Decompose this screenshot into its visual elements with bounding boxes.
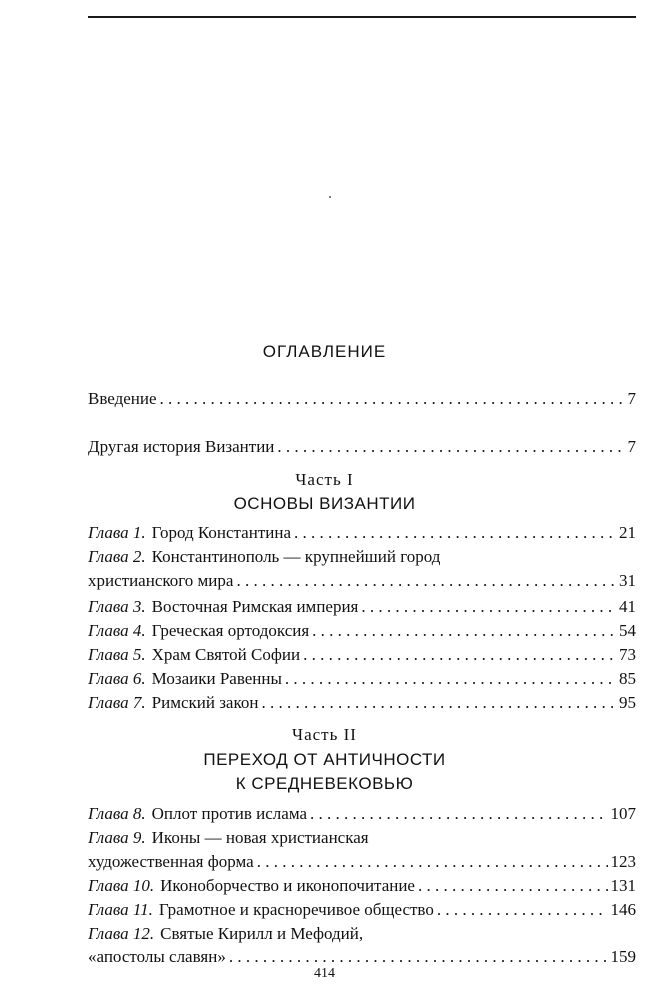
- toc-entry-other-history[interactable]: [88, 436, 636, 458]
- toc-entry-chapter-11[interactable]: [88, 899, 636, 921]
- chapter-title: Восточная Римская империя: [151, 597, 359, 616]
- entry-page: 73: [619, 645, 636, 664]
- dot-leader: [160, 388, 625, 410]
- chapter-label: Глава 1.: [88, 523, 146, 542]
- entry-title: Введение: [88, 389, 157, 408]
- chapter-title: Грамотное и красноречивое общество: [158, 900, 434, 919]
- entry-page: 159: [610, 947, 636, 966]
- toc-entry-chapter-1[interactable]: [88, 522, 636, 544]
- toc-entry-chapter-7[interactable]: [88, 692, 636, 714]
- chapter-title: Мозаики Равенны: [151, 669, 282, 688]
- chapter-label: Глава 10.: [88, 876, 155, 895]
- chapter-label: Глава 3.: [88, 597, 146, 616]
- chapter-label: Глава 2.: [88, 547, 146, 566]
- chapter-title: Святые Кирилл и Мефодий,: [160, 924, 364, 943]
- part-2-title-line-1: ПЕРЕХОД ОТ АНТИЧНОСТИ: [203, 750, 446, 769]
- toc-entry-chapter-6[interactable]: [88, 668, 636, 690]
- entry-page: 41: [619, 597, 636, 616]
- chapter-title: Храм Святой Софии: [151, 645, 301, 664]
- entry-page: 95: [619, 693, 636, 712]
- dot-leader: [277, 436, 624, 458]
- toc-entry-chapter-10[interactable]: [88, 875, 636, 897]
- part-2-title-line-2: К СРЕДНЕВЕКОВЬЮ: [235, 774, 414, 793]
- entry-page: 7: [627, 389, 636, 408]
- entry-page: 85: [619, 669, 636, 688]
- dot-leader: [236, 570, 616, 592]
- chapter-title: Константинополь — крупнейший город: [151, 547, 441, 566]
- entry-page: 131: [610, 876, 636, 895]
- dot-leader: [285, 668, 616, 690]
- dot-leader: [418, 875, 608, 897]
- dot-leader: [257, 851, 608, 873]
- chapter-title-continuation: художественная форма: [88, 852, 254, 871]
- toc-entry-chapter-2[interactable]: [88, 570, 636, 592]
- chapter-label: Глава 11.: [88, 900, 153, 919]
- chapter-title-continuation: «апостолы славян»: [88, 947, 226, 966]
- chapter-label: Глава 6.: [88, 669, 146, 688]
- part-2-label: Часть II: [292, 725, 357, 744]
- chapter-title-continuation: христианского мира: [88, 571, 234, 590]
- chapter-label: Глава 8.: [88, 804, 146, 823]
- toc-entry-chapter-2-line1[interactable]: [88, 546, 636, 568]
- chapter-label: Глава 4.: [88, 621, 146, 640]
- dot-leader: [294, 522, 616, 544]
- dot-leader: [303, 644, 616, 666]
- toc-entry-chapter-12-line1[interactable]: [88, 923, 636, 945]
- print-speck: [329, 196, 331, 198]
- toc-entry-chapter-3[interactable]: [88, 596, 636, 618]
- toc-title: ОГЛАВЛЕНИЕ: [262, 342, 387, 361]
- entry-page: 54: [619, 621, 636, 640]
- entry-title: Другая история Византии: [88, 437, 275, 456]
- chapter-label: Глава 9.: [88, 828, 146, 847]
- entry-page: 21: [619, 523, 636, 542]
- toc-entry-chapter-4[interactable]: [88, 620, 636, 642]
- chapter-label: Глава 12.: [88, 924, 155, 943]
- page-number: 414: [314, 966, 335, 981]
- toc-entry-introduction[interactable]: [88, 388, 636, 410]
- toc-entry-chapter-8[interactable]: [88, 803, 636, 825]
- entry-page: 31: [619, 571, 636, 590]
- part-1-label: Часть I: [295, 470, 354, 489]
- toc-entry-chapter-12[interactable]: [88, 946, 636, 968]
- chapter-title: Иконоборчество и иконопочитание: [160, 876, 415, 895]
- dot-leader: [261, 692, 616, 714]
- entry-page: 7: [627, 437, 636, 456]
- chapter-label: Глава 7.: [88, 693, 146, 712]
- part-1-title: ОСНОВЫ ВИЗАНТИИ: [233, 494, 416, 513]
- chapter-title: Греческая ортодоксия: [151, 621, 310, 640]
- top-rule: [88, 16, 636, 18]
- entry-page: 146: [610, 900, 636, 919]
- toc-entry-chapter-5[interactable]: [88, 644, 636, 666]
- entry-page: 107: [610, 804, 636, 823]
- chapter-title: Иконы — новая христианская: [151, 828, 369, 847]
- chapter-title: Римский закон: [151, 693, 259, 712]
- toc-entry-chapter-9-line1[interactable]: [88, 827, 636, 849]
- entry-page: 123: [610, 852, 636, 871]
- dot-leader: [229, 946, 608, 968]
- chapter-label: Глава 5.: [88, 645, 146, 664]
- dot-leader: [361, 596, 616, 618]
- dot-leader: [312, 620, 616, 642]
- chapter-title: Оплот против ислама: [151, 804, 308, 823]
- dot-leader: [310, 803, 607, 825]
- dot-leader: [437, 899, 608, 921]
- toc-entry-chapter-9[interactable]: [88, 851, 636, 873]
- chapter-title: Город Константина: [151, 523, 291, 542]
